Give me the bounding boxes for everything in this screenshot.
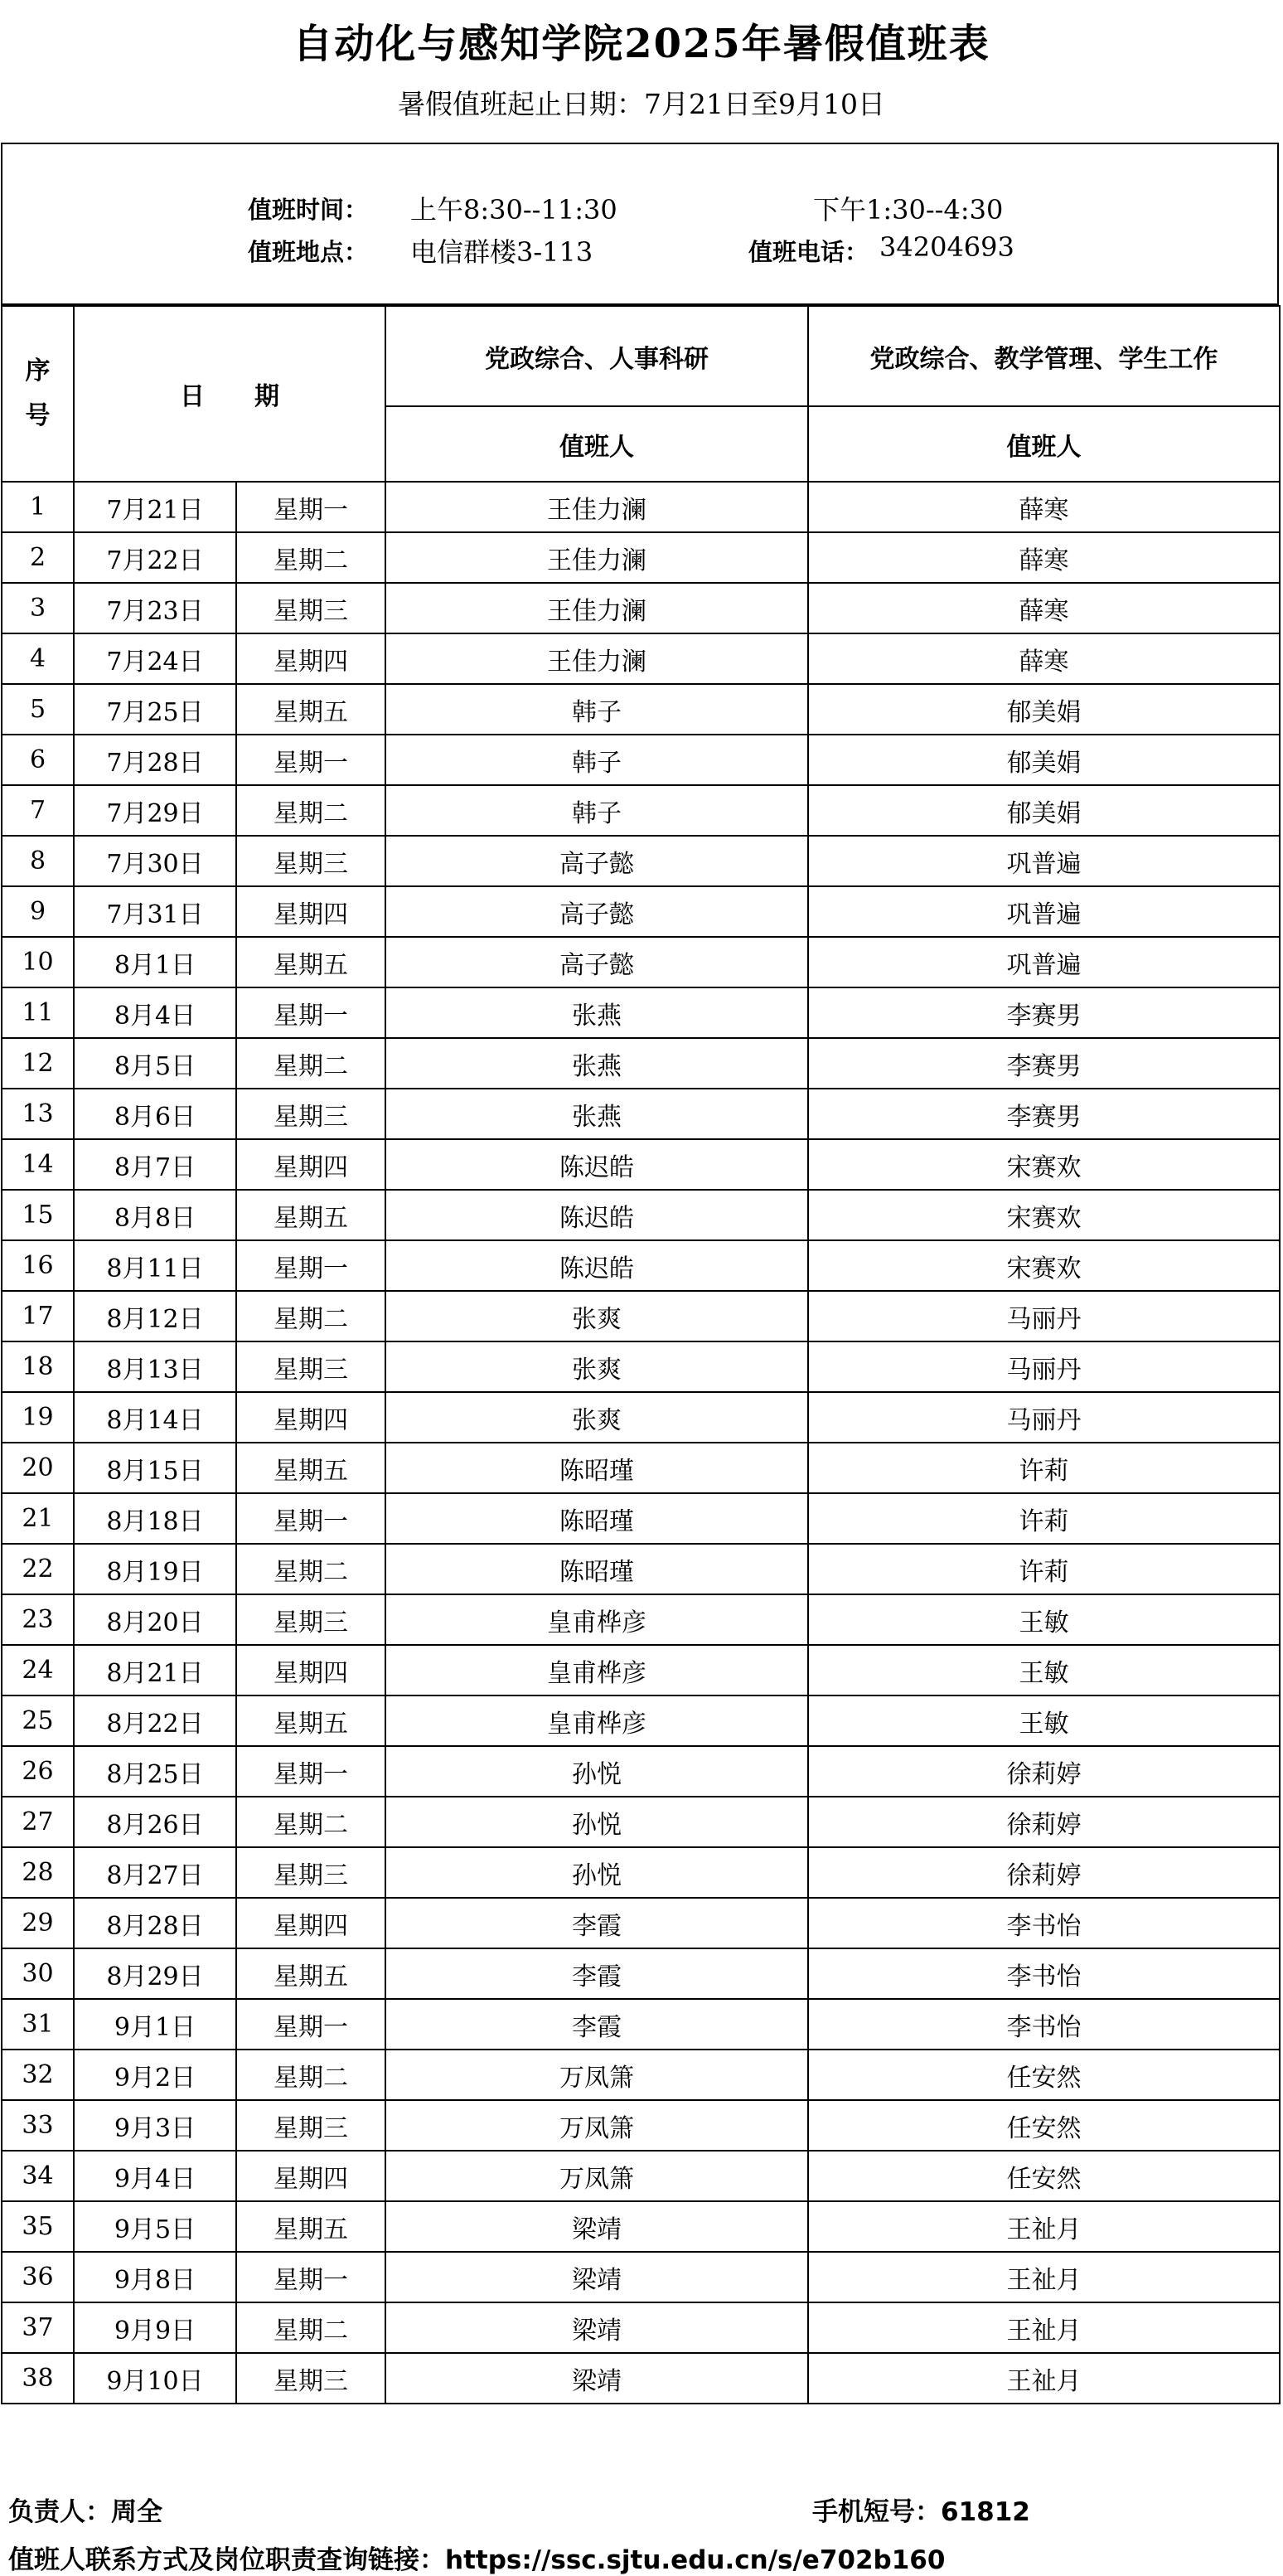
row-number: 27 (2, 1797, 74, 1847)
row-weekday: 星期一 (236, 1999, 385, 2050)
row-duty-person-group1: 皇甫桦彦 (385, 1594, 808, 1645)
table-row (2, 1392, 1280, 1443)
table-row (2, 1696, 1280, 1746)
row-duty-person-group2: 王祉月 (808, 2353, 1280, 2404)
table-row (2, 1746, 1280, 1797)
row-duty-person-group1: 高子懿 (385, 886, 808, 937)
row-duty-person-group1: 王佳力澜 (385, 583, 808, 633)
table-body (2, 482, 1280, 2404)
table-row (2, 1847, 1280, 1898)
group1-header: 党政综合、人事科研 (385, 306, 808, 406)
row-weekday: 星期一 (236, 987, 385, 1038)
table-row (2, 633, 1280, 684)
row-weekday: 星期一 (236, 1493, 385, 1544)
row-number: 30 (2, 1948, 74, 1999)
table-row (2, 2353, 1280, 2404)
row-number: 34 (2, 2151, 74, 2201)
row-duty-person-group2: 马丽丹 (808, 1392, 1280, 1443)
row-date: 7月30日 (74, 836, 236, 886)
seq-header: 序 号 (2, 306, 74, 482)
table-row (2, 2252, 1280, 2302)
row-date: 8月18日 (74, 1493, 236, 1544)
table-row (2, 2100, 1280, 2151)
row-duty-person-group2: 王祉月 (808, 2302, 1280, 2353)
row-weekday: 星期一 (236, 1240, 385, 1291)
row-number: 17 (2, 1291, 74, 1341)
row-number: 6 (2, 735, 74, 785)
row-duty-person-group1: 李霞 (385, 1999, 808, 2050)
row-duty-person-group1: 孙悦 (385, 1746, 808, 1797)
row-duty-person-group1: 王佳力澜 (385, 482, 808, 532)
row-weekday: 星期四 (236, 886, 385, 937)
row-duty-person-group2: 郁美娟 (808, 785, 1280, 836)
duty-info-box (1, 143, 1279, 305)
row-number: 16 (2, 1240, 74, 1291)
duty-place-label: 值班地点： (248, 238, 369, 266)
duty-period: 暑假值班起止日期：7月21日至9月10日 (398, 88, 885, 120)
row-date: 8月29日 (74, 1948, 236, 1999)
row-date: 7月24日 (74, 633, 236, 684)
row-date: 8月27日 (74, 1847, 236, 1898)
row-date: 8月15日 (74, 1443, 236, 1493)
table-row (2, 1493, 1280, 1544)
row-duty-person-group1: 孙悦 (385, 1847, 808, 1898)
row-date: 9月2日 (74, 2050, 236, 2100)
row-number: 24 (2, 1645, 74, 1696)
sms-number: 手机短号：61812 (812, 2497, 1030, 2527)
row-duty-person-group1: 陈昭瑾 (385, 1544, 808, 1594)
row-date: 7月31日 (74, 886, 236, 937)
row-duty-person-group2: 许莉 (808, 1544, 1280, 1594)
row-weekday: 星期四 (236, 1139, 385, 1190)
page-title: 自动化与感知学院2025年暑假值班表 (293, 21, 990, 67)
row-number: 32 (2, 2050, 74, 2100)
row-duty-person-group2: 徐莉婷 (808, 1746, 1280, 1797)
row-weekday: 星期二 (236, 532, 385, 583)
row-weekday: 星期二 (236, 1038, 385, 1089)
row-number: 33 (2, 2100, 74, 2151)
row-duty-person-group1: 梁靖 (385, 2353, 808, 2404)
row-duty-person-group2: 薛寒 (808, 633, 1280, 684)
row-number: 13 (2, 1089, 74, 1139)
table-row (2, 836, 1280, 886)
row-weekday: 星期三 (236, 583, 385, 633)
table-row (2, 1797, 1280, 1847)
row-duty-person-group2: 王祉月 (808, 2201, 1280, 2252)
row-date: 8月28日 (74, 1898, 236, 1948)
row-duty-person-group1: 梁靖 (385, 2201, 808, 2252)
table-header (2, 306, 1280, 482)
duty-schedule-table (1, 305, 1281, 2404)
duty-phone-label: 值班电话： (748, 238, 869, 266)
row-duty-person-group1: 陈昭瑾 (385, 1493, 808, 1544)
row-number: 26 (2, 1746, 74, 1797)
row-duty-person-group1: 张燕 (385, 1038, 808, 1089)
row-duty-person-group2: 王祉月 (808, 2252, 1280, 2302)
contact-link[interactable]: 值班人联系方式及岗位职责查询链接：https://ssc.sjtu.edu.cn/s/e702b160 (8, 2545, 946, 2575)
row-duty-person-group2: 王敏 (808, 1594, 1280, 1645)
row-duty-person-group1: 陈迟皓 (385, 1139, 808, 1190)
row-duty-person-group1: 皇甫桦彦 (385, 1696, 808, 1746)
row-date: 8月20日 (74, 1594, 236, 1645)
date-header: 日 期 (74, 306, 385, 482)
row-duty-person-group1: 王佳力澜 (385, 532, 808, 583)
row-number: 15 (2, 1190, 74, 1240)
row-duty-person-group1: 陈昭瑾 (385, 1443, 808, 1493)
row-weekday: 星期三 (236, 836, 385, 886)
row-duty-person-group2: 马丽丹 (808, 1341, 1280, 1392)
row-weekday: 星期二 (236, 1544, 385, 1594)
row-weekday: 星期五 (236, 937, 385, 987)
row-number: 4 (2, 633, 74, 684)
row-weekday: 星期二 (236, 1797, 385, 1847)
row-date: 8月8日 (74, 1190, 236, 1240)
row-duty-person-group2: 王敏 (808, 1696, 1280, 1746)
row-weekday: 星期三 (236, 2353, 385, 2404)
row-duty-person-group2: 巩普遍 (808, 836, 1280, 886)
table-row (2, 684, 1280, 735)
table-row (2, 1139, 1280, 1190)
duty-time-label: 值班时间： (248, 196, 369, 224)
table-row (2, 2050, 1280, 2100)
row-weekday: 星期二 (236, 2302, 385, 2353)
row-weekday: 星期一 (236, 735, 385, 785)
row-date: 8月21日 (74, 1645, 236, 1696)
row-date: 7月22日 (74, 532, 236, 583)
table-row (2, 1341, 1280, 1392)
row-duty-person-group1: 陈迟皓 (385, 1240, 808, 1291)
row-duty-person-group1: 张燕 (385, 987, 808, 1038)
row-date: 9月4日 (74, 2151, 236, 2201)
row-duty-person-group1: 梁靖 (385, 2252, 808, 2302)
row-weekday: 星期二 (236, 785, 385, 836)
row-weekday: 星期五 (236, 1696, 385, 1746)
row-date: 8月13日 (74, 1341, 236, 1392)
row-date: 7月25日 (74, 684, 236, 735)
row-duty-person-group1: 王佳力澜 (385, 633, 808, 684)
row-weekday: 星期四 (236, 1392, 385, 1443)
table-row (2, 1089, 1280, 1139)
row-number: 19 (2, 1392, 74, 1443)
row-number: 38 (2, 2353, 74, 2404)
row-weekday: 星期二 (236, 1291, 385, 1341)
row-date: 9月1日 (74, 1999, 236, 2050)
row-date: 8月1日 (74, 937, 236, 987)
row-duty-person-group1: 万凤箫 (385, 2050, 808, 2100)
row-weekday: 星期二 (236, 2050, 385, 2100)
table-row (2, 1898, 1280, 1948)
row-duty-person-group1: 皇甫桦彦 (385, 1645, 808, 1696)
row-weekday: 星期一 (236, 2252, 385, 2302)
table-row (2, 1443, 1280, 1493)
table-row (2, 987, 1280, 1038)
row-weekday: 星期五 (236, 1443, 385, 1493)
row-duty-person-group1: 陈迟皓 (385, 1190, 808, 1240)
row-duty-person-group1: 万凤箫 (385, 2100, 808, 2151)
row-duty-person-group1: 韩子 (385, 785, 808, 836)
row-duty-person-group1: 李霞 (385, 1898, 808, 1948)
row-number: 1 (2, 482, 74, 532)
row-duty-person-group1: 张爽 (385, 1291, 808, 1341)
row-number: 3 (2, 583, 74, 633)
row-duty-person-group2: 许莉 (808, 1443, 1280, 1493)
row-number: 25 (2, 1696, 74, 1746)
row-duty-person-group1: 高子懿 (385, 937, 808, 987)
row-duty-person-group2: 巩普遍 (808, 937, 1280, 987)
table-row (2, 1038, 1280, 1089)
row-date: 8月25日 (74, 1746, 236, 1797)
row-duty-person-group1: 孙悦 (385, 1797, 808, 1847)
row-weekday: 星期三 (236, 1594, 385, 1645)
row-date: 9月5日 (74, 2201, 236, 2252)
row-date: 8月6日 (74, 1089, 236, 1139)
table-row (2, 532, 1280, 583)
row-duty-person-group2: 任安然 (808, 2050, 1280, 2100)
row-number: 14 (2, 1139, 74, 1190)
table-row (2, 735, 1280, 785)
row-duty-person-group1: 高子懿 (385, 836, 808, 886)
row-number: 5 (2, 684, 74, 735)
row-date: 7月29日 (74, 785, 236, 836)
table-row (2, 2302, 1280, 2353)
row-duty-person-group1: 张爽 (385, 1392, 808, 1443)
row-number: 12 (2, 1038, 74, 1089)
row-date: 8月12日 (74, 1291, 236, 1341)
table-row (2, 482, 1280, 532)
row-duty-person-group2: 李赛男 (808, 1038, 1280, 1089)
table-row (2, 2201, 1280, 2252)
row-duty-person-group2: 徐莉婷 (808, 1847, 1280, 1898)
table-row (2, 785, 1280, 836)
row-duty-person-group2: 许莉 (808, 1493, 1280, 1544)
row-number: 9 (2, 886, 74, 937)
row-number: 35 (2, 2201, 74, 2252)
row-number: 37 (2, 2302, 74, 2353)
row-weekday: 星期五 (236, 1190, 385, 1240)
row-duty-person-group2: 薛寒 (808, 583, 1280, 633)
row-number: 10 (2, 937, 74, 987)
table-row (2, 2151, 1280, 2201)
afternoon-hours: 下午1:30--4:30 (813, 194, 1004, 226)
row-duty-person-group2: 李书怡 (808, 1898, 1280, 1948)
row-duty-person-group1: 李霞 (385, 1948, 808, 1999)
row-number: 22 (2, 1544, 74, 1594)
row-number: 18 (2, 1341, 74, 1392)
row-number: 36 (2, 2252, 74, 2302)
row-date: 8月26日 (74, 1797, 236, 1847)
row-duty-person-group1: 韩子 (385, 684, 808, 735)
duty-place: 电信群楼3-113 (410, 236, 593, 268)
row-number: 28 (2, 1847, 74, 1898)
table-row (2, 1291, 1280, 1341)
row-date: 8月22日 (74, 1696, 236, 1746)
row-number: 21 (2, 1493, 74, 1544)
table-row (2, 1645, 1280, 1696)
row-number: 23 (2, 1594, 74, 1645)
row-date: 9月8日 (74, 2252, 236, 2302)
duty-phone: 34204693 (879, 231, 1014, 263)
row-weekday: 星期四 (236, 1898, 385, 1948)
row-weekday: 星期四 (236, 2151, 385, 2201)
row-duty-person-group2: 李书怡 (808, 1948, 1280, 1999)
row-duty-person-group2: 宋赛欢 (808, 1190, 1280, 1240)
group2-header: 党政综合、教学管理、学生工作 (808, 306, 1280, 406)
row-duty-person-group1: 梁靖 (385, 2302, 808, 2353)
row-duty-person-group2: 郁美娟 (808, 735, 1280, 785)
table-row (2, 937, 1280, 987)
row-weekday: 星期三 (236, 1089, 385, 1139)
row-date: 8月19日 (74, 1544, 236, 1594)
row-duty-person-group2: 任安然 (808, 2100, 1280, 2151)
row-date: 7月23日 (74, 583, 236, 633)
morning-hours: 上午8:30--11:30 (410, 194, 617, 226)
row-weekday: 星期五 (236, 1948, 385, 1999)
row-duty-person-group2: 王敏 (808, 1645, 1280, 1696)
row-date: 9月10日 (74, 2353, 236, 2404)
row-duty-person-group2: 马丽丹 (808, 1291, 1280, 1341)
row-number: 20 (2, 1443, 74, 1493)
manager: 负责人：周全 (8, 2497, 162, 2527)
row-date: 7月21日 (74, 482, 236, 532)
table-row (2, 1190, 1280, 1240)
row-weekday: 星期三 (236, 2100, 385, 2151)
row-number: 7 (2, 785, 74, 836)
row-date: 7月28日 (74, 735, 236, 785)
table-row (2, 583, 1280, 633)
row-number: 29 (2, 1898, 74, 1948)
table-row (2, 886, 1280, 937)
row-weekday: 星期三 (236, 1341, 385, 1392)
row-date: 8月7日 (74, 1139, 236, 1190)
row-weekday: 星期五 (236, 684, 385, 735)
row-duty-person-group2: 李书怡 (808, 1999, 1280, 2050)
row-number: 31 (2, 1999, 74, 2050)
table-row (2, 1999, 1280, 2050)
row-weekday: 星期四 (236, 633, 385, 684)
row-weekday: 星期四 (236, 1645, 385, 1696)
table-row (2, 1594, 1280, 1645)
row-date: 8月11日 (74, 1240, 236, 1291)
table-row (2, 1544, 1280, 1594)
row-date: 9月9日 (74, 2302, 236, 2353)
row-date: 8月14日 (74, 1392, 236, 1443)
group2-person-header: 值班人 (808, 406, 1280, 482)
row-duty-person-group2: 李赛男 (808, 1089, 1280, 1139)
row-duty-person-group1: 万凤箫 (385, 2151, 808, 2201)
row-number: 11 (2, 987, 74, 1038)
row-weekday: 星期五 (236, 2201, 385, 2252)
row-duty-person-group2: 宋赛欢 (808, 1139, 1280, 1190)
row-duty-person-group2: 巩普遍 (808, 886, 1280, 937)
row-date: 9月3日 (74, 2100, 236, 2151)
group1-person-header: 值班人 (385, 406, 808, 482)
row-duty-person-group2: 薛寒 (808, 532, 1280, 583)
row-duty-person-group1: 张爽 (385, 1341, 808, 1392)
row-date: 8月4日 (74, 987, 236, 1038)
row-weekday: 星期一 (236, 1746, 385, 1797)
table-row (2, 1240, 1280, 1291)
row-duty-person-group2: 薛寒 (808, 482, 1280, 532)
row-duty-person-group2: 徐莉婷 (808, 1797, 1280, 1847)
row-duty-person-group2: 宋赛欢 (808, 1240, 1280, 1291)
row-duty-person-group1: 韩子 (385, 735, 808, 785)
row-duty-person-group1: 张燕 (385, 1089, 808, 1139)
row-duty-person-group2: 郁美娟 (808, 684, 1280, 735)
row-date: 8月5日 (74, 1038, 236, 1089)
row-duty-person-group2: 李赛男 (808, 987, 1280, 1038)
row-duty-person-group2: 任安然 (808, 2151, 1280, 2201)
row-weekday: 星期一 (236, 482, 385, 532)
row-weekday: 星期三 (236, 1847, 385, 1898)
table-row (2, 1948, 1280, 1999)
row-number: 2 (2, 532, 74, 583)
row-number: 8 (2, 836, 74, 886)
